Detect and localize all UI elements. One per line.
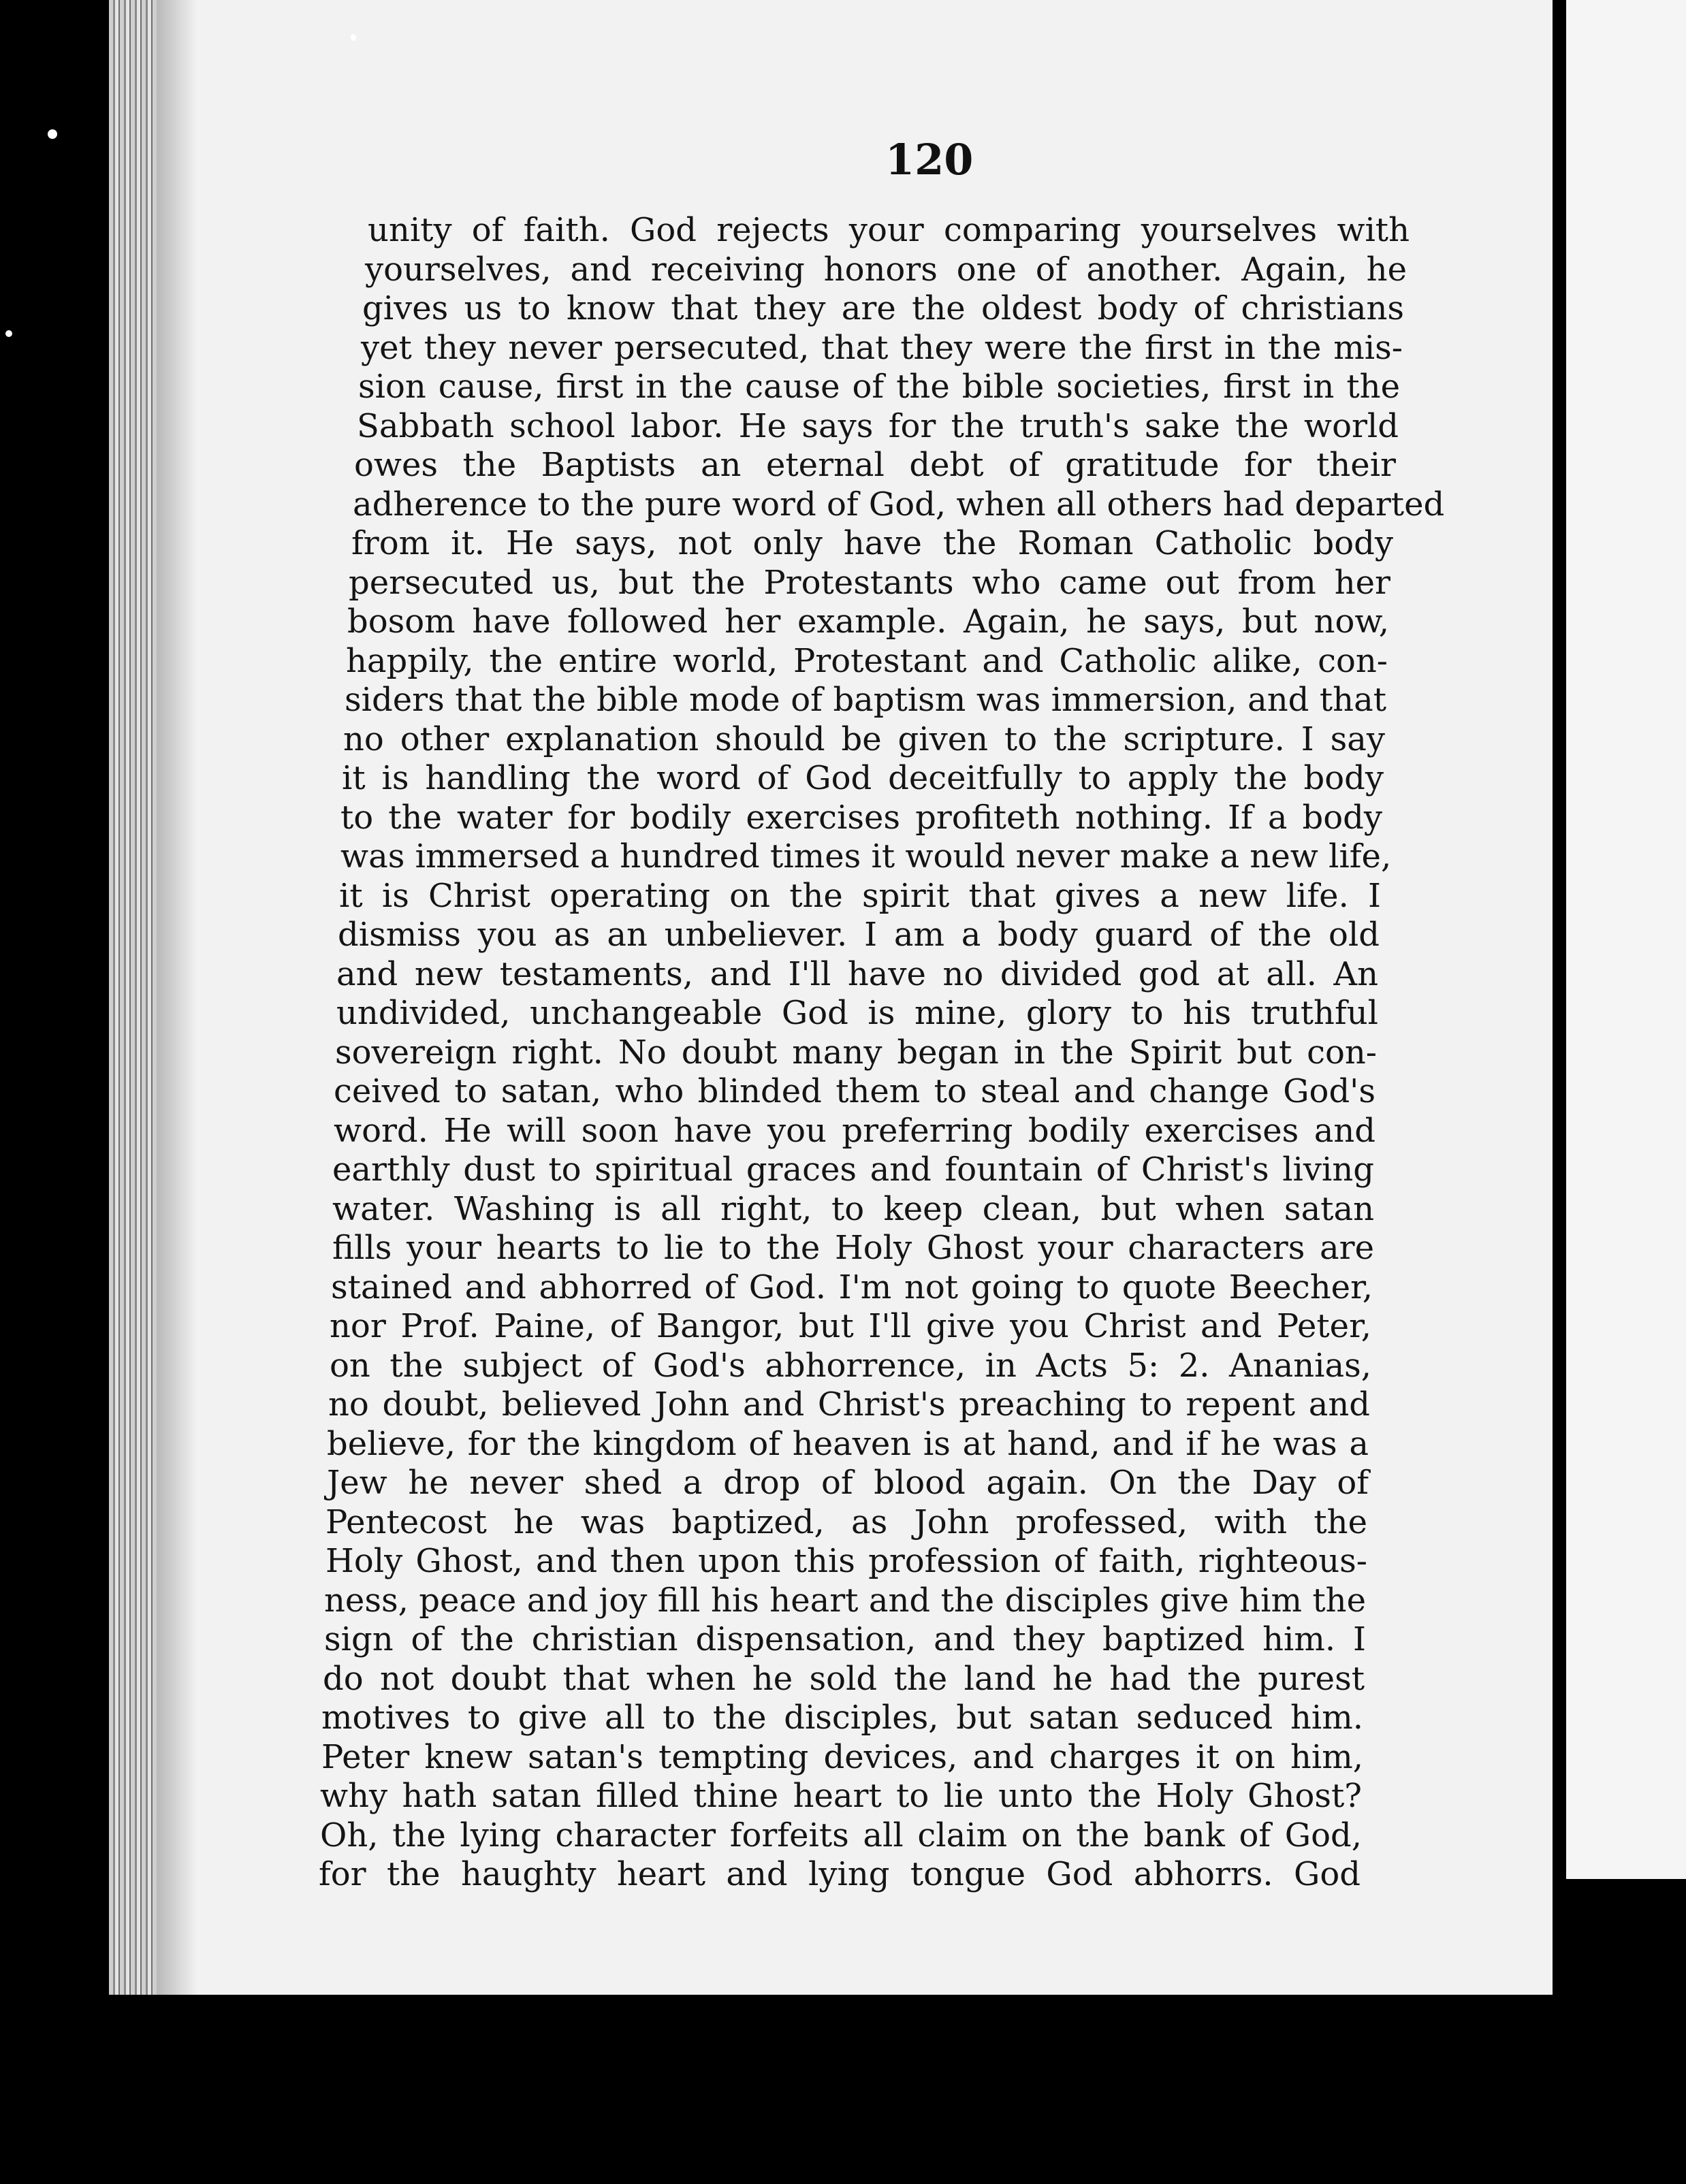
text-line: sign of the christian dispensation, and they baptized him. I (324, 1620, 1366, 1658)
text-line: yet they never persecuted, that they were the first in the mis- (361, 328, 1403, 367)
text-line: earthly dust to spiritual graces and fountain of Christ's living (332, 1151, 1374, 1189)
text-line: for the haughty heart and lying tongue God abhorrs. God (319, 1855, 1361, 1893)
text-line: dismiss you as an unbeliever. I am a body guard of the old (338, 916, 1380, 954)
text-line: Pentecost he was baptized, as John professed, with the (325, 1503, 1367, 1541)
text-line: why hath satan filled thine heart to lie unto the Holy Ghost? (320, 1777, 1362, 1815)
dust-speck (5, 330, 12, 337)
text-line: was immersed a hundred times it would never make a new life, (340, 837, 1392, 876)
facing-page-edge (1566, 0, 1686, 1879)
dust-speck (48, 129, 57, 139)
page-number: 120 (885, 135, 974, 184)
text-line: water. Washing is all right, to keep clean, but when satan (332, 1189, 1374, 1228)
text-line: it is handling the word of God deceitfully to apply the body (342, 759, 1384, 797)
text-line: Sabbath school labor. He says for the truth's sake the world (357, 406, 1399, 445)
text-line: happily, the entire world, Protestant and Catholic alike, con- (346, 641, 1388, 680)
text-line: motives to give all to the disciples, but satan seduced him. (321, 1699, 1363, 1737)
text-line: undivided, unchangeable God is mine, glory to his truthful (336, 994, 1378, 1032)
text-line: believe, for the kingdom of heaven is at hand, and if he was a (327, 1424, 1369, 1463)
text-line: sion cause, first in the cause of the bible societies, first in the (358, 368, 1400, 406)
text-line: nor Prof. Paine, of Bangor, but I'll give you Christ and Peter, (330, 1307, 1371, 1345)
text-line: Oh, the lying character forfeits all claim on the bank of God, (320, 1816, 1362, 1854)
text-line: no doubt, believed John and Christ's preaching to repent and (328, 1385, 1370, 1424)
text-line: yourselves, and receiving honors one of another. Again, he (365, 250, 1407, 289)
text-line: Peter knew satan's tempting devices, and charges it on him, (321, 1737, 1363, 1776)
text-line: from it. He says, not only have the Roman Catholic body (351, 524, 1393, 562)
text-line: sovereign right. No doubt many began in the Spirit but con- (335, 1033, 1377, 1072)
text-line: it is Christ operating on the spirit that gives a new life. I (339, 876, 1381, 915)
text-line: gives us to know that they are the oldest body of christians (362, 289, 1404, 327)
text-line: on the subject of God's abhorrence, in Acts 5: 2. Ananias, (330, 1346, 1371, 1385)
text-line: Jew he never shed a drop of blood again. On the Day of (327, 1464, 1369, 1502)
text-line: adherence to the pure word of God, when all others had departed (353, 485, 1445, 524)
text-line: Holy Ghost, and then upon this profession of faith, righteous- (325, 1542, 1367, 1580)
body-text (319, 211, 1445, 1895)
text-line: no other explanation should be given to the scripture. I say (343, 720, 1385, 758)
text-line: and new testaments, and I'll have no divided god at all. An (336, 954, 1378, 993)
text-line: siders that the bible mode of baptism was immersion, and that (345, 681, 1386, 719)
text-line: word. He will soon have you preferring bodily exercises and (334, 1111, 1375, 1150)
dust-speck (351, 34, 356, 41)
text-line: bosom have followed her example. Again, he says, but now, (347, 603, 1389, 641)
text-line: ceived to satan, who blinded them to steal and change God's (334, 1072, 1375, 1110)
gutter-shadow (157, 0, 197, 1995)
text-line: do not doubt that when he sold the land he had the purest (323, 1659, 1365, 1698)
text-line: persecuted us, but the Protestants who came out from her (349, 563, 1390, 602)
text-line: owes the Baptists an eternal debt of gratitude for their (354, 446, 1396, 484)
text-line: stained and abhorred of God. I'm not going to quote Beecher, (331, 1268, 1373, 1306)
text-line: ness, peace and joy fill his heart and the disciples give him the (324, 1581, 1366, 1620)
text-line: fills your hearts to lie to the Holy Ghost your characters are (332, 1229, 1374, 1267)
text-line: to the water for bodily exercises profiteth nothing. If a body (340, 798, 1382, 837)
text-line: unity of faith. God rejects your comparing yourselves with (368, 211, 1410, 249)
